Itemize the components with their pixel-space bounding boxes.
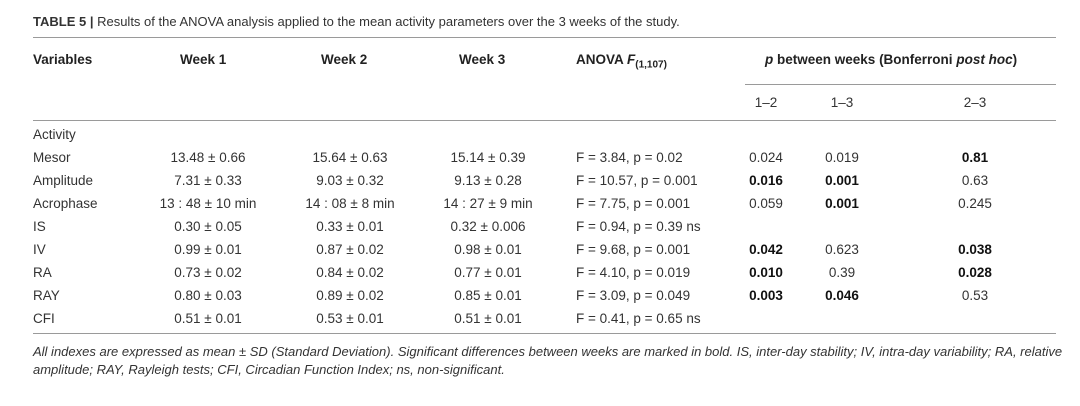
cell-variable: RA — [33, 265, 52, 280]
cell-week3: 0.32 ± 0.006 — [450, 219, 526, 234]
table-row — [0, 219, 1080, 241]
subheader-1-2: 1–2 — [754, 95, 778, 110]
header-anova — [576, 52, 667, 71]
cell-week2: 15.64 ± 0.63 — [312, 150, 388, 165]
cell-anova: F = 0.94, p = 0.39 ns — [576, 219, 701, 234]
header-anova-f: F — [627, 52, 636, 67]
header-p-close: ) — [1012, 52, 1018, 67]
cell-week1: 0.30 ± 0.05 — [174, 219, 242, 234]
table-row — [0, 173, 1080, 195]
header-week1: Week 1 — [180, 52, 227, 67]
header-week3: Week 3 — [459, 52, 506, 67]
table-row — [0, 311, 1080, 333]
cell-p-2-3: 0.63 — [961, 173, 989, 188]
cell-week2: 0.87 ± 0.02 — [316, 242, 384, 257]
cell-p-2-3: 0.028 — [958, 265, 992, 280]
cell-week2: 0.53 ± 0.01 — [316, 311, 384, 326]
cell-p-1-2: 0.059 — [749, 196, 783, 211]
cell-anova: F = 4.10, p = 0.019 — [576, 265, 691, 280]
header-p-between — [765, 52, 1017, 67]
header-anova-label: ANOVA — [576, 52, 624, 67]
cell-p-1-2: 0.003 — [749, 288, 783, 303]
header-p: p — [765, 52, 774, 67]
cell-variable: IS — [33, 219, 46, 234]
cell-p-1-2: 0.016 — [749, 173, 783, 188]
cell-p-1-2: 0.042 — [749, 242, 783, 257]
cell-week2: 0.33 ± 0.01 — [316, 219, 384, 234]
cell-week1: 0.80 ± 0.03 — [174, 288, 242, 303]
header-anova-df: (1,107) — [635, 59, 667, 71]
section-label: Activity — [33, 127, 76, 142]
cell-anova: F = 3.84, p = 0.02 — [576, 150, 683, 165]
cell-anova: F = 9.68, p = 0.001 — [576, 242, 691, 257]
header-post-hoc: post hoc — [956, 52, 1013, 67]
header-bottom-rule — [33, 120, 1056, 121]
cell-week3: 9.13 ± 0.28 — [454, 173, 522, 188]
cell-p-2-3: 0.245 — [958, 196, 992, 211]
cell-week1: 0.99 ± 0.01 — [174, 242, 242, 257]
cell-week1: 7.31 ± 0.33 — [174, 173, 242, 188]
cell-variable: Mesor — [33, 150, 71, 165]
cell-p-1-3: 0.046 — [825, 288, 859, 303]
cell-week1: 13.48 ± 0.66 — [170, 150, 246, 165]
cell-week2: 0.84 ± 0.02 — [316, 265, 384, 280]
cell-variable: Acrophase — [33, 196, 98, 211]
table-row — [0, 265, 1080, 287]
cell-p-2-3: 0.038 — [958, 242, 992, 257]
cell-week3: 0.98 ± 0.01 — [454, 242, 522, 257]
cell-week1: 0.73 ± 0.02 — [174, 265, 242, 280]
table-row — [0, 242, 1080, 264]
table-footnote: All indexes are expressed as mean ± SD (Standard Deviation). Significant differences between weeks are marked in bold. IS, inter-day stability; IV, intra-day variability; RA, relative amplitude; RAY, Rayleigh tests; CFI, Circadian Function Index; ns, non-significant. — [33, 344, 1063, 377]
cell-anova: F = 10.57, p = 0.001 — [576, 173, 698, 188]
cell-p-1-3: 0.001 — [825, 196, 859, 211]
cell-anova: F = 3.09, p = 0.049 — [576, 288, 691, 303]
cell-p-1-3: 0.623 — [825, 242, 859, 257]
p-header-rule — [745, 84, 1056, 85]
subheader-1-3: 1–3 — [830, 95, 854, 110]
cell-p-1-3: 0.019 — [825, 150, 859, 165]
cell-week3: 0.51 ± 0.01 — [454, 311, 522, 326]
header-p-text: between weeks (Bonferroni — [777, 52, 953, 67]
cell-variable: RAY — [33, 288, 60, 303]
table-row — [0, 150, 1080, 172]
cell-week2: 14 : 08 ± 8 min — [305, 196, 395, 211]
table-label: TABLE 5 | — [33, 14, 98, 29]
cell-week2: 0.89 ± 0.02 — [316, 288, 384, 303]
cell-variable: CFI — [33, 311, 55, 326]
top-rule — [33, 37, 1056, 38]
cell-variable: Amplitude — [33, 173, 94, 188]
header-week2: Week 2 — [321, 52, 368, 67]
cell-p-1-2: 0.024 — [749, 150, 783, 165]
table-caption — [33, 14, 680, 29]
cell-p-2-3: 0.53 — [961, 288, 989, 303]
table-row — [0, 196, 1080, 218]
cell-p-1-2: 0.010 — [749, 265, 783, 280]
cell-p-1-3: 0.39 — [828, 265, 856, 280]
cell-anova: F = 0.41, p = 0.65 ns — [576, 311, 701, 326]
cell-week1: 0.51 ± 0.01 — [174, 311, 242, 326]
table-title: Results of the ANOVA analysis applied to the mean activity parameters over the 3 weeks of the study. — [97, 14, 680, 29]
cell-week3: 15.14 ± 0.39 — [450, 150, 526, 165]
table-row — [0, 288, 1080, 310]
cell-week3: 0.77 ± 0.01 — [454, 265, 522, 280]
cell-week3: 14 : 27 ± 9 min — [443, 196, 533, 211]
cell-week2: 9.03 ± 0.32 — [316, 173, 384, 188]
subheader-2-3: 2–3 — [963, 95, 987, 110]
cell-variable: IV — [33, 242, 46, 257]
cell-p-2-3: 0.81 — [961, 150, 989, 165]
cell-anova: F = 7.75, p = 0.001 — [576, 196, 691, 211]
cell-week3: 0.85 ± 0.01 — [454, 288, 522, 303]
header-variables: Variables — [33, 52, 93, 67]
bottom-rule — [33, 333, 1056, 334]
cell-week1: 13 : 48 ± 10 min — [159, 196, 257, 211]
cell-p-1-3: 0.001 — [825, 173, 859, 188]
